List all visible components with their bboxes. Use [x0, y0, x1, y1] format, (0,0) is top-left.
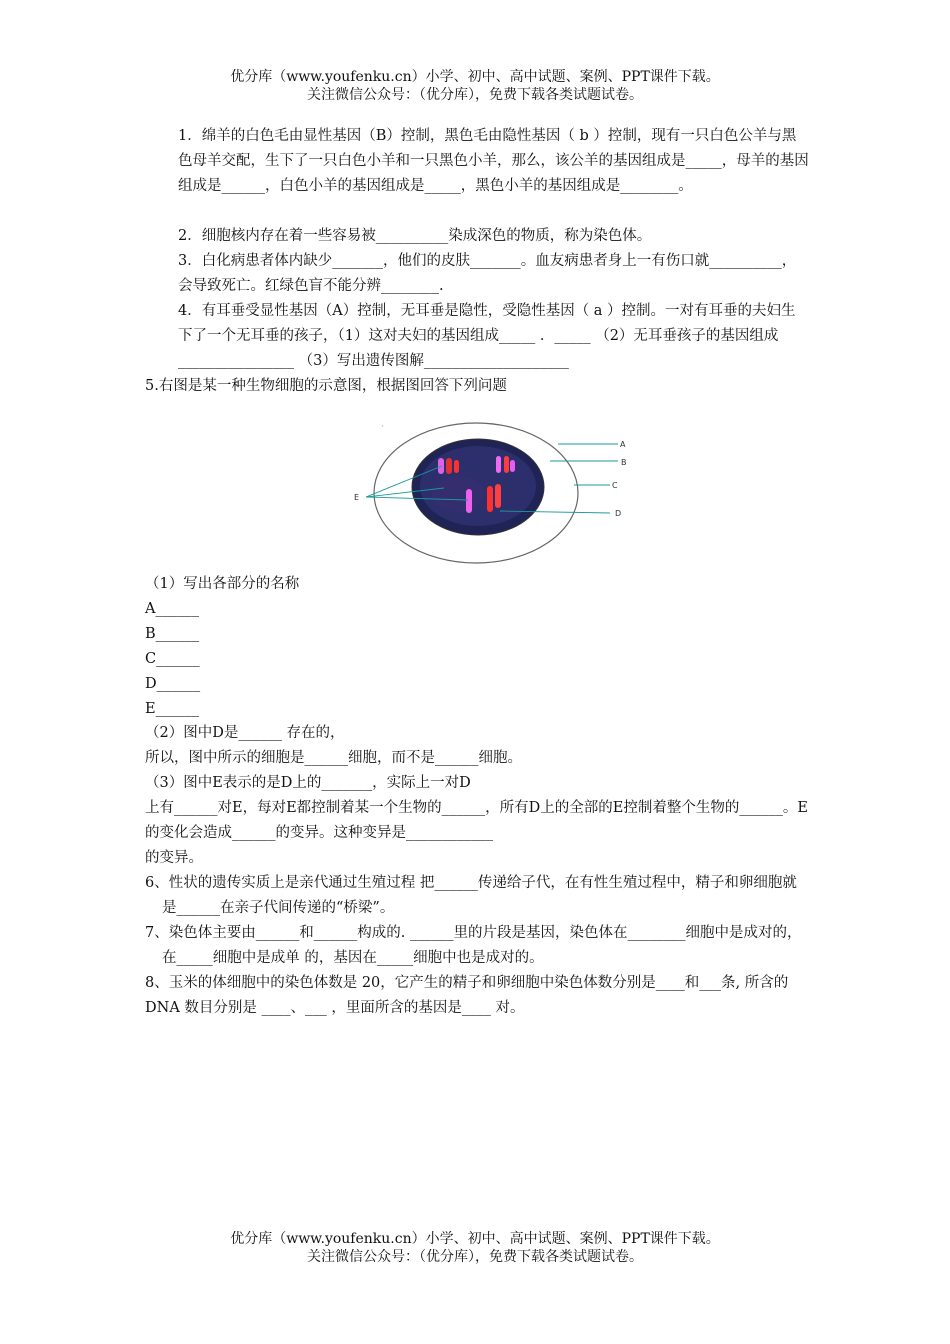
diagram-label-c: C	[612, 481, 618, 490]
diagram-label-b: B	[621, 458, 627, 467]
question-4: 4．有耳垂受显性基因（A）控制，无耳垂是隐性，受隐性基因（ a ）控制。一对有耳垂的夫妇生下了一个无耳垂的孩子，（1）这对夫妇的基因组成_____ ．_____ （2）无耳垂孩子的基因组成 ________________ （3）写出遗传图解____________________	[178, 303, 796, 369]
question-8: 8、玉米的体细胞中的染色体数是 20，它产生的精子和卵细胞中染色体数分别是____和___条, 所含的 DNA 数目分别是 ____、___ ，里面所含的基因是____ 对。	[145, 975, 793, 1016]
answer-blank-b: B______	[145, 626, 200, 642]
header-line-2: 关注微信公众号：（优分库），免费下载各类试题试卷。	[307, 87, 643, 103]
page-header	[0, 68, 950, 104]
question-7: 7、染色体主要由______和______构成的. ______里的片段是基因，染色体在________细胞中是成对的，在_____细胞中是成单 的，基因在_____细胞中也是成对的。	[145, 925, 802, 966]
answer-blank-a: A______	[145, 601, 199, 617]
cell-nucleus	[412, 439, 544, 535]
footer-line-2: 关注微信公众号：（优分库），免费下载各类试题试卷。	[307, 1249, 643, 1265]
question-5-part-3c: 的变异。	[145, 850, 203, 866]
question-5-title: 5.右图是某一种生物细胞的示意图，根据图回答下列问题	[145, 378, 507, 394]
cell-diagram	[350, 418, 640, 568]
question-2: 2．细胞核内存在着一些容易被__________染成深色的物质，称为染色体。	[178, 228, 652, 244]
answer-blank-e: E______	[145, 701, 200, 717]
question-3: 3．白化病患者体内缺少_______，他们的皮肤_______。血友病患者身上一有伤口就__________，会导致死亡。红绿色盲不能分辨________.	[178, 253, 797, 294]
answer-blank-d: D______	[145, 676, 201, 692]
question-6: 6、性状的遗传实质上是亲代通过生殖过程 把______传递给子代，在有性生殖过程中，精子和卵细胞就是______在亲子代间传递的“桥梁”。	[145, 875, 797, 916]
question-5-part-2b: 所以，图中所示的细胞是______细胞，而不是______细胞。	[145, 750, 522, 766]
question-5-part-3a: （3）图中E表示的是D上的_______，实际上一对D	[145, 775, 471, 791]
page-footer	[0, 1230, 950, 1266]
diagram-label-a: A	[620, 440, 626, 449]
question-5-part-2a: （2）图中D是______ 存在的，	[145, 725, 345, 741]
answer-blank-c: C______	[145, 651, 200, 667]
question-1: 1．绵羊的白色毛由显性基因（B）控制，黑色毛由隐性基因（ b ）控制，现有一只白色公羊与黑色母羊交配，生下了一只白色小羊和一只黑色小羊，那么，该公羊的基因组成是_____，母羊的基因组成是______，白色小羊的基因组成是_____，黑色小羊的基因组成是________。	[178, 128, 809, 194]
footer-line-1: 优分库（www.youfenku.cn）小学、初中、高中试题、案例、PPT课件下载。	[230, 1231, 720, 1247]
header-line-1: 优分库（www.youfenku.cn）小学、初中、高中试题、案例、PPT课件下载。	[230, 69, 720, 85]
question-5-part-1: （1）写出各部分的名称	[145, 576, 300, 592]
diagram-label-e: E	[354, 493, 360, 502]
diagram-label-d: D	[615, 509, 622, 518]
question-5-part-3b: 上有______对E，每对E都控制着某一个生物的______，所有D上的全部的E控制着整个生物的______。E的变化会造成______的变异。这种变异是____________	[145, 800, 808, 841]
